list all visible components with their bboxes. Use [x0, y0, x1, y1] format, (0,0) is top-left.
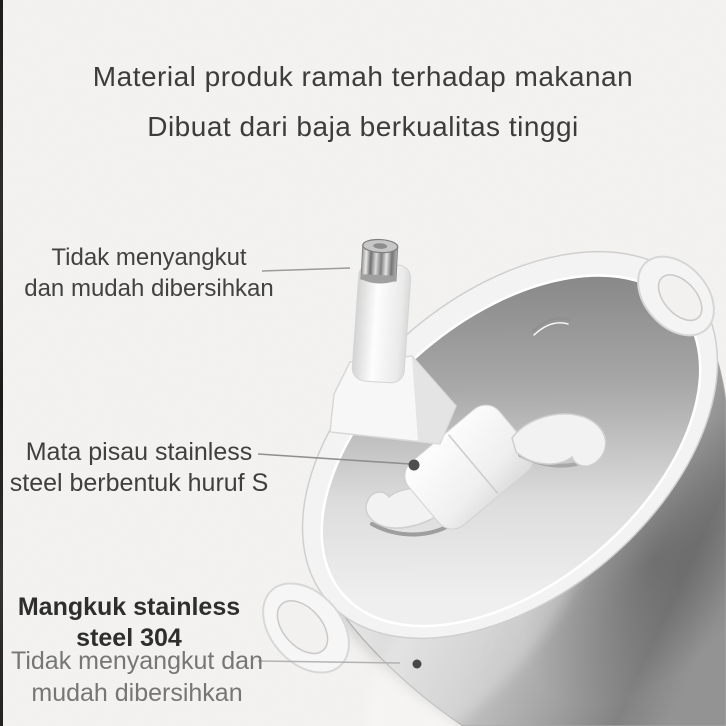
leader-dot-blade: [409, 460, 420, 471]
bowl-surface-dot: [413, 660, 422, 669]
headline-line1: Material produk ramah terhadap makanan: [92, 61, 634, 92]
callout-blade-line1: Mata pisau stainless: [25, 438, 253, 466]
callout-bowl-line1: Mangkuk stainless: [17, 593, 241, 621]
callout-shaft: [18, 242, 280, 304]
headline-line2: Dibuat dari baja berkualitas tinggi: [147, 111, 579, 142]
headline: [0, 52, 726, 152]
callout-bowl-line2: steel 304: [76, 624, 182, 652]
callout-blade-line2: steel berbentuk huruf S: [9, 469, 269, 497]
callout-nonstick-line2: mudah dibersihkan: [31, 679, 243, 707]
photo-edge-artifact: [0, 0, 3, 726]
callout-shaft-line1: Tidak menyangkut: [51, 244, 247, 271]
spline-coupling: [361, 239, 398, 285]
callout-nonstick-line1: Tidak menyangkut dan: [10, 647, 263, 675]
callout-blade: [0, 437, 278, 499]
callout-nonstick: [0, 645, 274, 709]
callout-shaft-line2: dan mudah dibersihkan: [24, 275, 274, 302]
